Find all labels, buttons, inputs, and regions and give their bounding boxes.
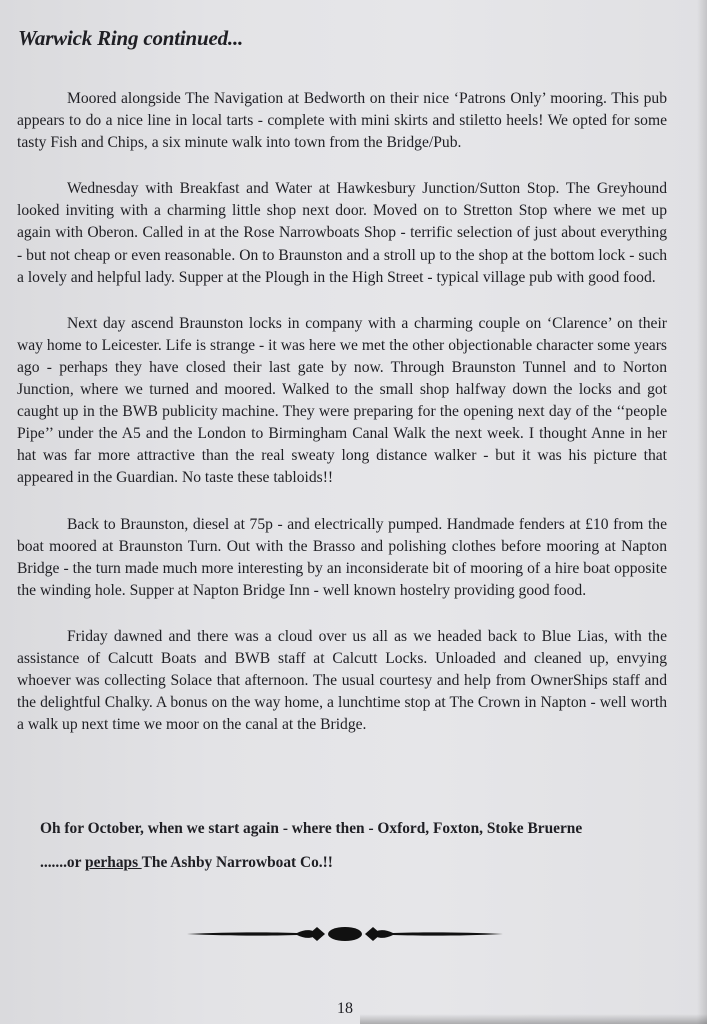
closing-line-1: Oh for October, when we start again - where then - Oxford, Foxton, Stoke Bruerne [40,820,583,837]
decorative-divider-ornament [187,920,503,948]
paragraph-bedworth: Moored alongside The Navigation at Bedworth on their nice ‘Patrons Only’ mooring. This pub appears to do a nice line in local tarts - complete with mini skirts and stiletto heels! We opted for some tasty Fish and Chips, a six minute walk into town from the Bridge/Pub. [17,90,667,152]
closing-line-2-prefix: .......or [40,854,86,871]
paragraph-next-day: Next day ascend Braunston locks in company with a charming couple on ‘Clarence’ on their way home to Leicester. Life is strange - it was here we met the other objectionable character some years ago - perhaps they have closed their last gate by now. Through Braunston Tunnel and to Norton Junction, where we turned and moored. Walked to the small shop halfway down the locks and got caught up in the BWB publicity machine. They were preparing for the opening next day of the ‘‘people Pipe’’ under the A5 and the London to Birmingham Canal Walk the next week. I thought Anne in her hat was far more attractive than the real sweaty long distance walker - but it was his picture that appeared in the Guardian. No taste these tabloids!! [17,314,667,487]
page-edge-shadow [697,0,707,1024]
paragraph-wednesday: Wednesday with Breakfast and Water at Hawkesbury Junction/Sutton Stop. The Greyhound looked inviting with a charming little shop next door. Moved on to Stretton Stop where we met up again with Oberon. Called in at the Rose Narrowboats Shop - terrific selection of just about everything - but not cheap or even reasonable. On to Braunston and a stroll up to the shop at the bottom lock - such a lovely and helpful lady. Supper at the Plough in the High Street - typical village pub with good food. [17,180,667,286]
closing-line-2 [40,852,660,874]
closing-remark [40,818,660,874]
paragraph-friday: Friday dawned and there was a cloud over us all as we headed back to Blue Lias, with the assistance of Calcutt Boats and BWB staff at Calcutt Locks. Unloaded and cleaned up, envying whoever was collecting Solace that afternoon. The usual courtesy and help from OwnerShips staff and the delightful Chalky. A bonus on the way home, a lunchtime stop at The Crown in Napton - well worth a walk up next time we moor on the canal at the Bridge. [17,627,667,734]
paragraph-back-to-braunston: Back to Braunston, diesel at 75p - and electrically pumped. Handmade fenders at £10 from the boat moored at Braunston Turn. Out with the Brasso and polishing clothes before mooring at Napton Bridge - the turn made much more interesting by an inconsiderate bit of mooring of a hire boat opposite the winding hole. Supper at Napton Bridge Inn - well known hostelry providing good food. [17,515,667,599]
article-body [17,88,667,760]
article-title: Warwick Ring continued... [18,26,244,50]
closing-underlined-word: perhaps [85,854,142,871]
closing-line-2-suffix: The Ashby Narrowboat Co.!! [141,854,333,871]
page-number: 18 [337,1000,353,1017]
